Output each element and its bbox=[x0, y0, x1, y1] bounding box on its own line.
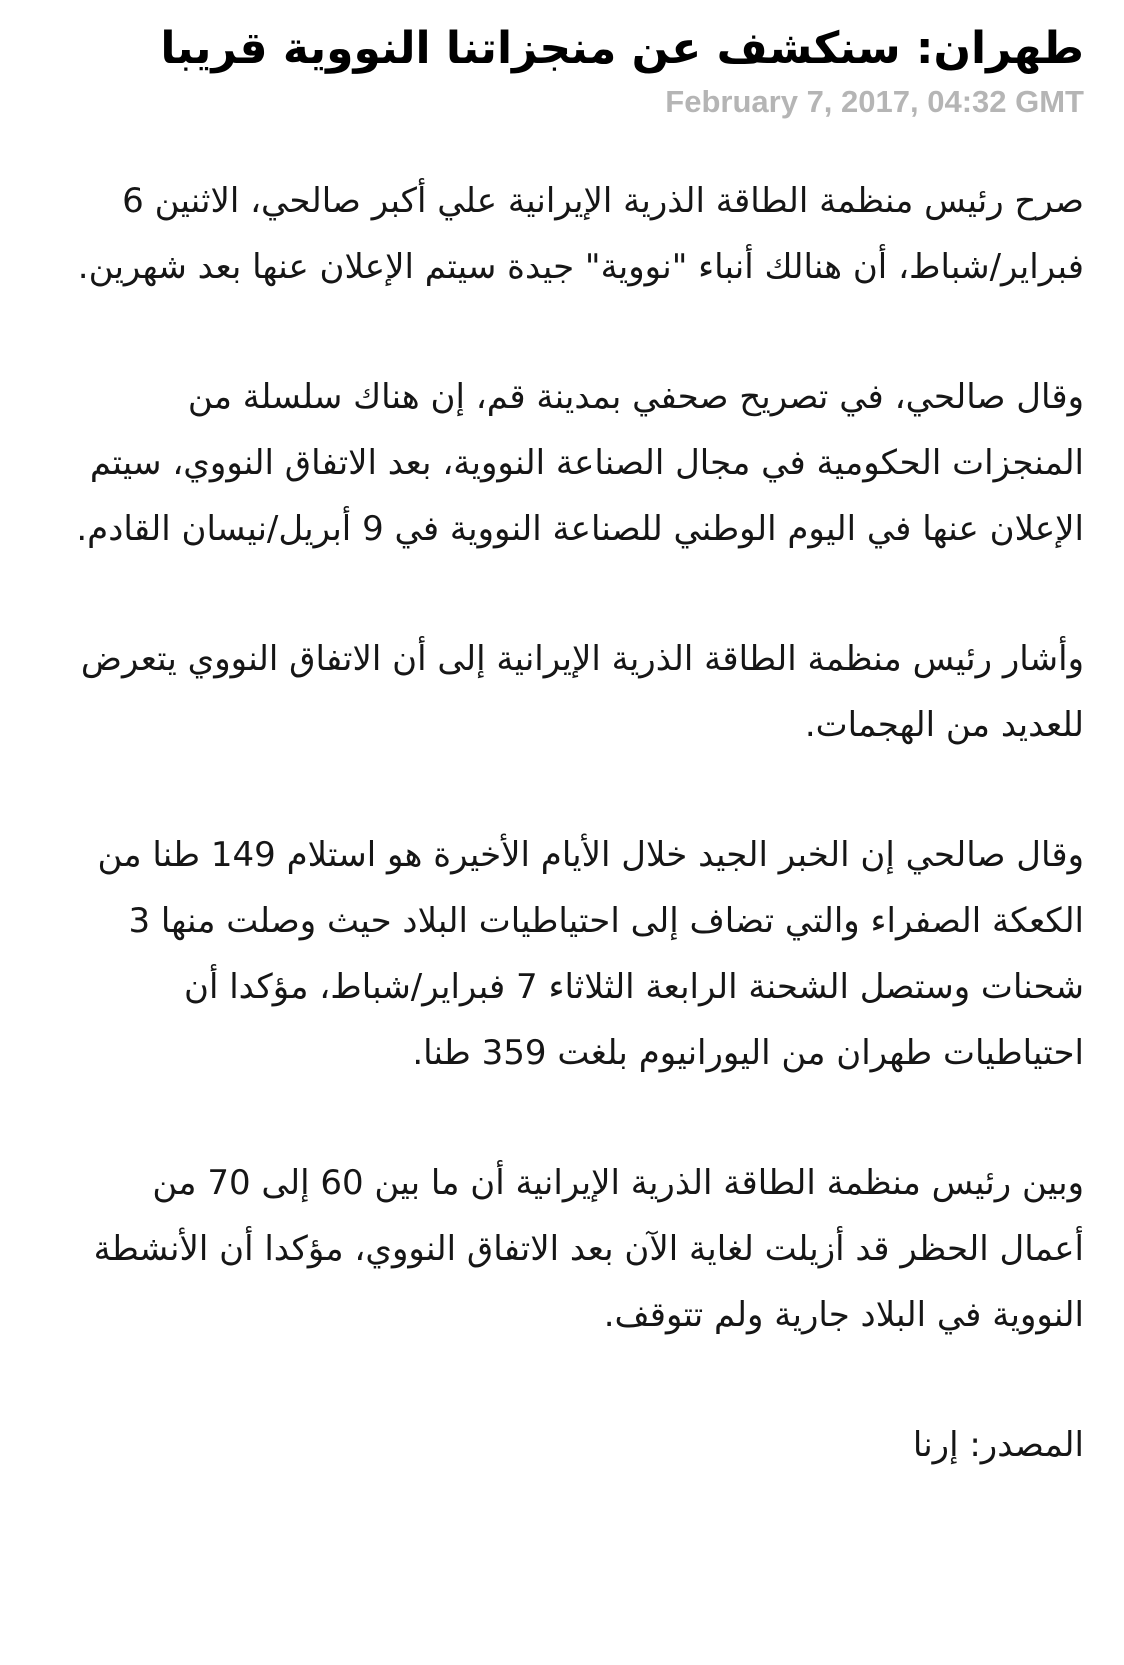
article-source: المصدر: إرنا bbox=[912, 1425, 1084, 1465]
article-body bbox=[64, 168, 1084, 1478]
article bbox=[64, 18, 1084, 1478]
article-date: February 7, 2017, 04:32 GMT bbox=[665, 84, 1084, 119]
article-paragraph: وبين رئيس منظمة الطاقة الذرية الإيرانية أن ما بين 60 إلى 70 من أعمال الحظر قد أزيلت لغاية الآن بعد الاتفاق النووي، مؤكدا أن الأنشطة النووية في البلاد جارية ولم تتوقف. bbox=[93, 1163, 1084, 1335]
article-paragraph: وقال صالحي، في تصريح صحفي بمدينة قم، إن هناك سلسلة من المنجزات الحكومية في مجال الصناعة النووية، بعد الاتفاق النووي، سيتم الإعلان عنها في اليوم الوطني للصناعة النووية في 9 أبريل/نيسان القادم. bbox=[76, 377, 1084, 549]
article-paragraph: وأشار رئيس منظمة الطاقة الذرية الإيرانية إلى أن الاتفاق النووي يتعرض للعديد من الهجمات. bbox=[80, 639, 1084, 745]
article-paragraph: صرح رئيس منظمة الطاقة الذرية الإيرانية علي أكبر صالحي، الاثنين 6 فبراير/شباط، أن هنالك أنباء "نووية" جيدة سيتم الإعلان عنها بعد شهرين. bbox=[77, 181, 1084, 287]
article-paragraph: وقال صالحي إن الخبر الجيد خلال الأيام الأخيرة هو استلام 149 طنا من الكعكة الصفراء والتي تضاف إلى احتياطيات البلاد حيث وصلت منها 3 شحنات وستصل الشحنة الرابعة الثلاثاء 7 فبراير/شباط، مؤكدا أن احتياطيات طهران من اليورانيوم بلغت 359 طنا. bbox=[97, 835, 1084, 1073]
article-headline: طهران: سنكشف عن منجزاتنا النووية قريبا bbox=[160, 23, 1084, 74]
